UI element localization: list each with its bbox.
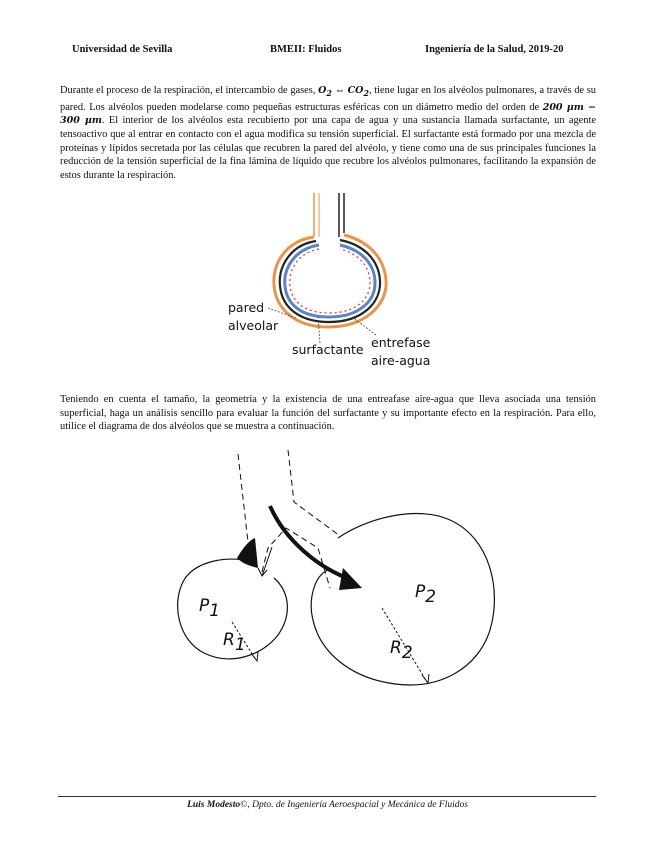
label-r2: R2 <box>390 638 413 663</box>
left-duct-wall <box>238 454 248 542</box>
label-entrefase: entrefase <box>371 335 431 350</box>
label-aire-agua: aire-agua <box>371 353 431 368</box>
flow-arrow-large <box>270 506 352 580</box>
label-p1: P1 <box>199 596 221 621</box>
intro-paragraph <box>60 84 596 183</box>
label-alveolar: alveolar <box>228 318 279 333</box>
task-paragraph: Teniendo en cuenta el tamaño, la geometría y la existencia de una entreafase aire-agua que lleva asociada una tensión superficial, haga un análisis sencillo para evaluar la función del surfactante y su importante efecto en la respiración. Para ello, utilice el diagrama de dos alvéolos que se muestra a continuación. <box>60 394 596 433</box>
label-surfactante: surfactante <box>292 342 364 357</box>
label-r1: R1 <box>223 630 246 655</box>
o2-formula: $O_2$ <box>318 85 332 98</box>
surfactant-layer <box>290 249 370 313</box>
intro-text-mid: , tiene lugar en los alvéolos pulmonares, a través de su pared. Los alvéolos pueden modelarse como pequeñas estructuras esféricas con un diámetro medio del orden de <box>60 85 596 113</box>
page-header <box>0 44 655 60</box>
alveolus-figure <box>0 185 655 375</box>
intro-text-end: . El interior de los alvéolos esta recubierto por una capa de agua y una sustancia llamada surfactante, un agente tensoactivo que al entrar en contacto con el agua modifica su tensión superficial. El surfactante está formado por una mezcla de proteínas y lípidos secretada por las células que recubren la pared del alvéolo, y tiene como una de sus principales funciones la reducción de la tensión superficial de la fina lámina de líquido que recubre los alvéolos pulmonares, facilitando la expansión de estos durante la respiración. <box>60 115 596 182</box>
footer-affiliation: ©, Dpto. de Ingeniería Aeroespacial y Mecánica de Fluidos <box>240 800 468 810</box>
label-pared: pared <box>228 300 265 315</box>
co2-formula: $CO_2$ <box>347 85 369 98</box>
footer-divider <box>58 796 596 797</box>
exchange-arrow: ⇔ <box>334 85 345 96</box>
footer-author: Luis Modesto <box>187 800 241 810</box>
header-university: Universidad de Sevilla <box>72 44 173 55</box>
diameter-range: 200 μm − 300 μm <box>60 101 596 127</box>
right-duct-wall <box>288 450 340 536</box>
intro-text-start: Durante el proceso de la respiración, el intercambio de gases, <box>60 85 316 96</box>
two-alveoli-figure <box>0 440 655 710</box>
inner-duct-wall <box>262 528 330 588</box>
surfactant-wedge <box>237 538 258 568</box>
header-degree: Ingeniería de la Salud, 2019-20 <box>425 44 564 55</box>
flow-arrow-head <box>339 568 362 590</box>
wall-outline <box>280 240 380 322</box>
page-footer <box>0 800 655 810</box>
header-course: BMEII: Fluidos <box>270 44 342 55</box>
water-layer <box>285 245 375 317</box>
label-p2: P2 <box>415 582 437 607</box>
